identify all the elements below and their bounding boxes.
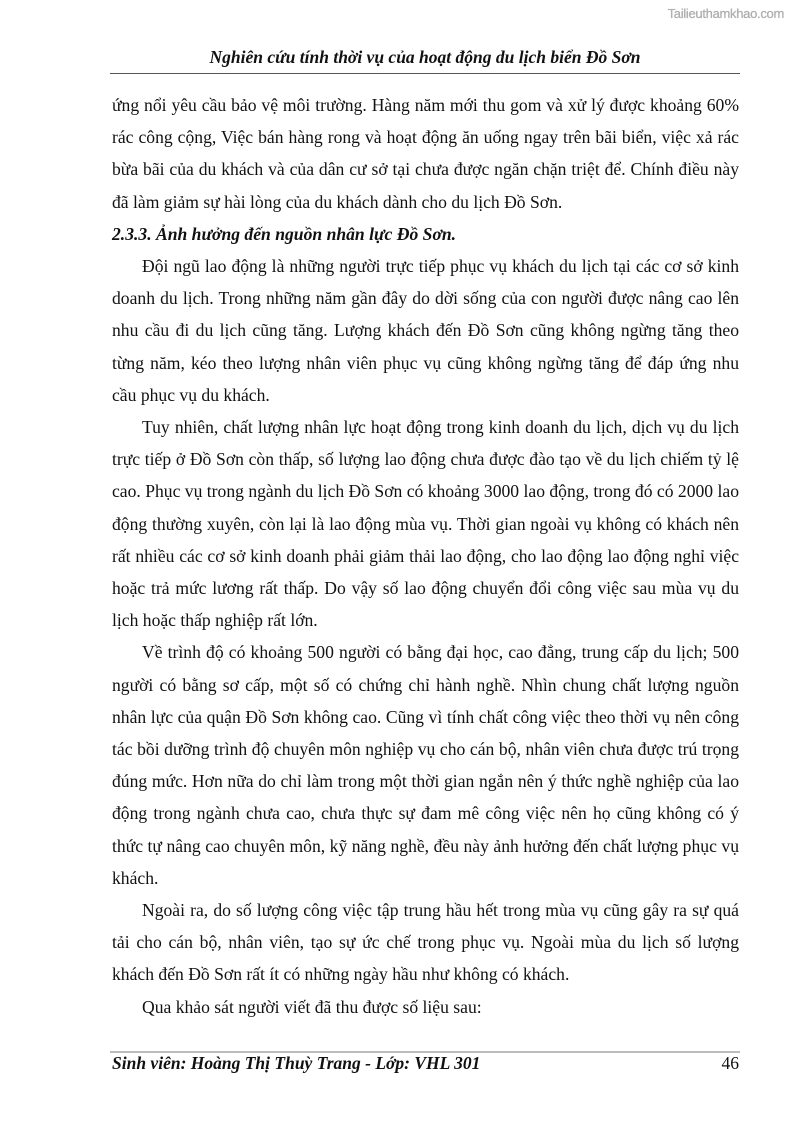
paragraph: Tuy nhiên, chất lượng nhân lực hoạt động trong kinh doanh du lịch, dịch vụ du lịch trực tiếp ở Đồ Sơn còn thấp, số lượng lao động chưa được đào tạo về du lịch chiếm tỷ lệ cao. Phục vụ trong ngành du lịch Đồ Sơn có khoảng 3000 lao động, trong đó có 2000 lao động thường xuyên, còn lại là lao động mùa vụ. Thời gian ngoài vụ không có khách nên rất nhiều các cơ sở kinh doanh phải giảm thải lao động, cho lao động lao động nghỉ việc hoặc trả mức lương rất thấp. Do vậy số lao động chuyển đổi công việc sau mùa vụ du lịch hoặc thấp nghiệp rất lớn. — [112, 417, 739, 631]
paragraph-continuation: ứng nổi yêu cầu bảo vệ môi trường. Hàng năm mới thu gom và xử lý được khoảng 60% rác công cộng, Việc bán hàng rong và hoạt động ăn uống ngay trên bãi biển, việc xả rác bừa bãi của du khách và của dân cư sở tại chưa được ngăn chặn triệt để. Chính điều này đã làm giảm sự hài lòng của du khách dành cho du lịch Đồ Sơn. — [112, 95, 739, 212]
section-heading: 2.3.3. Ảnh hưởng đến nguồn nhân lực Đồ Sơn. — [112, 223, 457, 244]
paragraph: Qua khảo sát người viết đã thu được số liệu sau: — [142, 996, 482, 1017]
footer-author: Sinh viên: Hoàng Thị Thuỳ Trang - Lớp: VHL 301 — [112, 1053, 481, 1073]
paragraph: Đội ngũ lao động là những người trực tiếp phục vụ khách du lịch tại các cơ sở kinh doanh du lịch. Trong những năm gần đây do dời sống của con người được nâng cao lên nhu cầu đi du lịch cũng tăng. Lượng khách đến Đồ Sơn cũng không ngừng tăng theo từng năm, kéo theo lượng nhân viên phục vụ cũng không ngừng tăng để đáp ứng nhu cầu phục vụ du khách. — [112, 256, 739, 405]
header-divider — [110, 73, 740, 74]
document-body — [112, 89, 739, 1023]
page-footer — [112, 1053, 739, 1074]
running-header: Nghiên cứu tính thời vụ của hoạt động du lịch biển Đồ Sơn — [209, 47, 641, 67]
watermark: Tailieuthamkhao.com — [667, 6, 784, 21]
paragraph: Ngoài ra, do số lượng công việc tập trung hầu hết trong mùa vụ cũng gây ra sự quá tải cho cán bộ, nhân viên, tạo sự ức chế trong phục vụ. Ngoài mùa du lịch số lượng khách đến Đồ Sơn rất ít có những ngày hầu như không có khách. — [112, 900, 739, 985]
page-number: 46 — [721, 1053, 739, 1073]
paragraph: Về trình độ có khoảng 500 người có bằng đại học, cao đẳng, trung cấp du lịch; 500 người có bằng sơ cấp, một số có chứng chỉ hành nghề. Nhìn chung chất lượng nguồn nhân lực của quận Đồ Sơn không cao. Cũng vì tính chất công việc theo thời vụ nên công tác bồi dưỡng trình độ chuyên môn nghiệp vụ cho cán bộ, nhân viên chưa được trú trọng đúng mức. Hơn nữa do chỉ làm trong một thời gian ngắn nên ý thức nghề nghiệp của lao động trong ngành chưa cao, chưa thực sự đam mê công việc nên họ cũng không có ý thức tự nâng cao chuyên môn, kỹ năng nghề, đều này ảnh hưởng đến chất lượng phục vụ khách. — [112, 642, 739, 888]
